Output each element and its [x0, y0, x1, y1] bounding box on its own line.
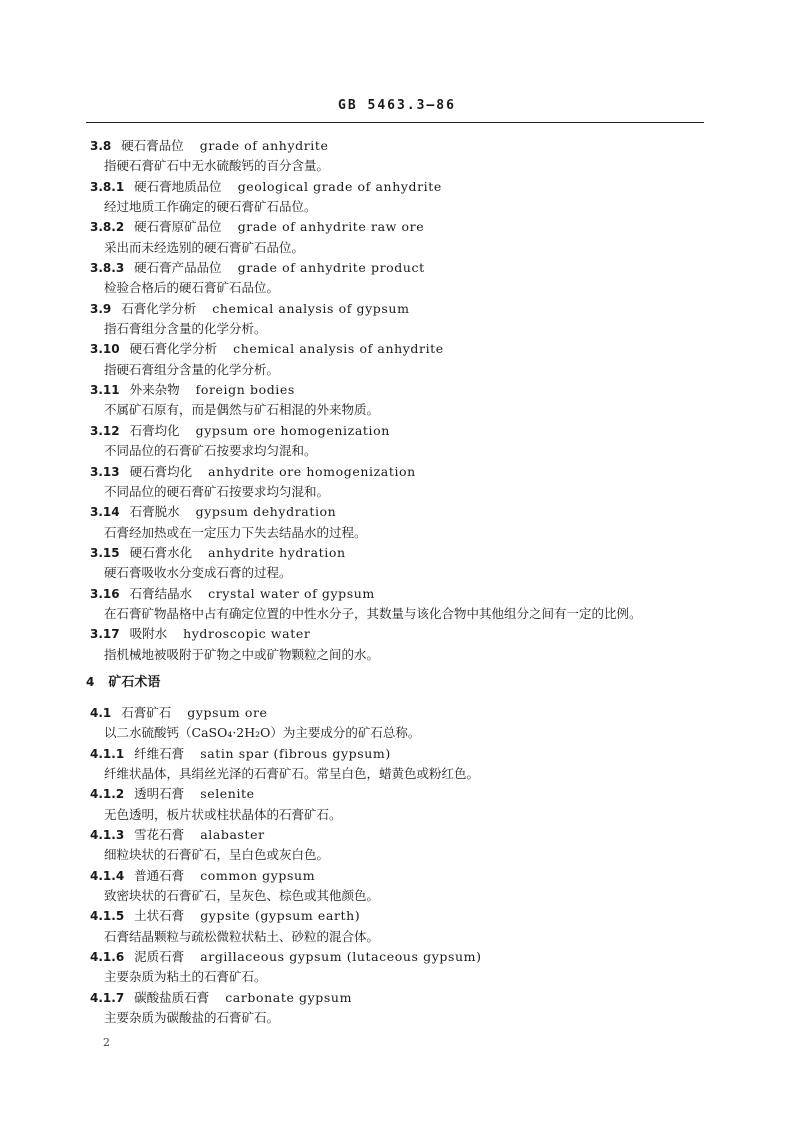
term-heading — [0, 624, 794, 644]
section-heading-4 — [0, 671, 794, 693]
term-english: gypsum dehydration — [195, 504, 337, 520]
term-definition: 指机械地被吸附于矿物之中或矿物颗粒之间的水。 — [104, 646, 380, 662]
term-definition: 不同品位的硬石膏矿石按要求均匀混和。 — [104, 483, 330, 499]
term-definition: 以二水硫酸钙（CaSO₄·2H₂O）为主要成分的矿石总称。 — [104, 725, 421, 741]
term-entry — [0, 947, 794, 988]
term-number: 4.1.7 — [90, 990, 125, 1005]
term-entry — [0, 906, 794, 947]
term-entry — [0, 380, 794, 421]
term-heading — [0, 906, 794, 926]
term-number: 3.8.1 — [90, 179, 125, 194]
term-chinese: 石膏脱水 — [129, 504, 180, 520]
term-english: grade of anhydrite product — [237, 260, 425, 276]
term-entry — [0, 988, 794, 1029]
term-number: 3.8.2 — [90, 220, 125, 235]
term-entry — [0, 624, 794, 665]
term-english: satin spar (fibrous gypsum) — [200, 745, 391, 761]
term-heading — [0, 339, 794, 359]
term-entry — [0, 462, 794, 503]
term-entry — [0, 744, 794, 785]
term-number: 3.13 — [90, 464, 120, 479]
term-definition: 指石膏组分含量的化学分析。 — [104, 321, 267, 337]
term-definition: 采出而未经选别的硬石膏矿石品位。 — [104, 239, 305, 255]
term-english: gypsum ore — [187, 704, 268, 720]
term-chinese: 透明石膏 — [134, 786, 185, 802]
term-english: hydroscopic water — [183, 626, 311, 642]
term-entry — [0, 866, 794, 907]
term-entry — [0, 217, 794, 258]
term-number: 3.10 — [90, 342, 120, 357]
term-number: 3.14 — [90, 505, 120, 520]
term-number: 3.11 — [90, 383, 120, 398]
term-heading — [0, 947, 794, 967]
term-heading — [0, 784, 794, 804]
term-number: 3.12 — [90, 423, 120, 438]
term-number: 4.1.3 — [90, 828, 125, 842]
term-definition: 石膏经加热或在一定压力下失去结晶水的过程。 — [104, 524, 367, 540]
term-chinese: 普通石膏 — [134, 867, 185, 883]
term-definition: 不属矿石原有，而是偶然与矿石相混的外来物质。 — [104, 402, 380, 418]
document-code-header: GB 5463.3—86 — [338, 98, 456, 113]
term-heading — [0, 258, 794, 278]
term-chinese: 硬石膏原矿品位 — [134, 219, 222, 235]
term-entry — [0, 299, 794, 340]
term-heading — [0, 380, 794, 400]
term-english: foreign bodies — [195, 382, 295, 398]
term-definition: 纤维状晶体，具绢丝光泽的石膏矿石。常呈白色，蜡黄色或粉红色。 — [104, 765, 480, 781]
term-number: 3.8.3 — [90, 261, 125, 276]
term-entry — [0, 421, 794, 462]
term-chinese: 泥质石膏 — [134, 949, 185, 965]
term-chinese: 石膏均化 — [129, 422, 180, 438]
term-definition: 在石膏矿物晶格中占有确定位置的中性水分子，其数量与该化合物中其他组分之间有一定的比例。 — [104, 605, 642, 621]
term-english: gypsite (gypsum earth) — [200, 908, 361, 924]
term-definition: 不同品位的石膏矿石按要求均匀混和。 — [104, 443, 317, 459]
term-chinese: 外来杂物 — [129, 382, 180, 398]
term-definition: 经过地质工作确定的硬石膏矿石品位。 — [104, 199, 317, 215]
term-number: 4.1.1 — [90, 746, 125, 761]
term-chinese: 石膏矿石 — [121, 704, 172, 720]
term-heading — [0, 988, 794, 1008]
term-entry — [0, 703, 794, 744]
term-english: alabaster — [200, 827, 265, 842]
term-english: common gypsum — [200, 867, 316, 883]
term-chinese: 石膏化学分析 — [121, 300, 197, 316]
term-number: 4.1.5 — [90, 909, 125, 924]
term-english: carbonate gypsum — [225, 989, 353, 1005]
term-chinese: 碳酸盐质石膏 — [134, 989, 210, 1005]
term-definition: 指硬石膏组分含量的化学分析。 — [104, 361, 280, 377]
term-number: 3.16 — [90, 586, 120, 601]
term-english: anhydrite hydration — [208, 544, 346, 560]
term-chinese: 硬石膏化学分析 — [129, 341, 218, 357]
term-heading — [0, 217, 794, 237]
term-entry — [0, 502, 794, 543]
term-chinese: 雪花石膏 — [134, 827, 185, 842]
term-english: chemical analysis of gypsum — [212, 300, 410, 316]
section-number: 4 — [86, 674, 95, 689]
term-heading — [0, 543, 794, 563]
term-english: grade of anhydrite raw ore — [237, 219, 425, 235]
term-chinese: 硬石膏品位 — [121, 138, 184, 153]
term-number: 4.1 — [90, 705, 112, 720]
term-number: 3.9 — [90, 301, 112, 316]
term-chinese: 吸附水 — [129, 626, 168, 642]
term-definition: 主要杂质为碳酸盐的石膏矿石。 — [104, 1010, 280, 1026]
term-heading — [0, 421, 794, 441]
term-english: chemical analysis of anhydrite — [233, 341, 444, 357]
term-english: crystal water of gypsum — [208, 585, 375, 601]
term-definition: 指硬石膏矿石中无水硫酸钙的百分含量。 — [104, 158, 330, 174]
section-title: 矿石术语 — [108, 674, 161, 690]
term-heading — [0, 703, 794, 723]
page-number: 2 — [103, 1036, 110, 1049]
term-heading — [0, 136, 794, 156]
entries-section-4 — [0, 703, 794, 1029]
term-definition: 致密块状的石膏矿石，呈灰色、棕色或其他颜色。 — [104, 888, 380, 904]
term-entry — [0, 258, 794, 299]
term-definition: 细粒块状的石膏矿石，呈白色或灰白色。 — [104, 847, 330, 863]
term-entry — [0, 784, 794, 825]
term-number: 3.15 — [90, 545, 120, 560]
term-entry — [0, 136, 794, 177]
term-entry — [0, 177, 794, 218]
term-chinese: 石膏结晶水 — [129, 585, 193, 601]
term-heading — [0, 866, 794, 886]
term-heading — [0, 744, 794, 764]
entries-section-3 — [0, 136, 794, 665]
term-definition: 硬石膏吸收水分变成石膏的过程。 — [104, 565, 292, 581]
term-definition: 无色透明，板片状或柱状晶体的石膏矿石。 — [104, 806, 342, 822]
term-english: selenite — [200, 786, 255, 802]
term-definition: 检验合格后的硬石膏矿石品位。 — [104, 280, 280, 296]
term-number: 3.8 — [90, 139, 112, 153]
term-entry — [0, 825, 794, 866]
term-entry — [0, 543, 794, 584]
term-heading — [0, 584, 794, 604]
term-entry — [0, 584, 794, 625]
term-entry — [0, 339, 794, 380]
term-number: 3.17 — [90, 627, 120, 642]
term-definition: 主要杂质为粘土的石膏矿石。 — [104, 969, 267, 985]
term-english: grade of anhydrite — [199, 138, 329, 153]
document-body — [0, 136, 794, 1028]
term-chinese: 硬石膏地质品位 — [134, 178, 222, 194]
term-english: anhydrite ore homogenization — [208, 463, 416, 479]
term-chinese: 硬石膏均化 — [129, 463, 193, 479]
term-definition: 石膏结晶颗粒与疏松微粒状粘土、砂粒的混合体。 — [104, 928, 380, 944]
term-heading — [0, 299, 794, 319]
term-english: argillaceous gypsum (lutaceous gypsum) — [200, 949, 482, 965]
term-english: gypsum ore homogenization — [195, 422, 390, 438]
header-rule — [86, 122, 704, 123]
term-number: 4.1.6 — [90, 950, 125, 965]
term-english: geological grade of anhydrite — [237, 178, 442, 194]
term-heading — [0, 462, 794, 482]
term-chinese: 土状石膏 — [134, 908, 185, 924]
term-heading — [0, 825, 794, 845]
term-heading — [0, 502, 794, 522]
term-number: 4.1.2 — [90, 787, 125, 802]
term-chinese: 硬石膏水化 — [129, 544, 193, 560]
term-number: 4.1.4 — [90, 868, 125, 883]
term-heading — [0, 177, 794, 197]
term-chinese: 硬石膏产品品位 — [134, 260, 222, 276]
term-chinese: 纤维石膏 — [134, 745, 185, 761]
